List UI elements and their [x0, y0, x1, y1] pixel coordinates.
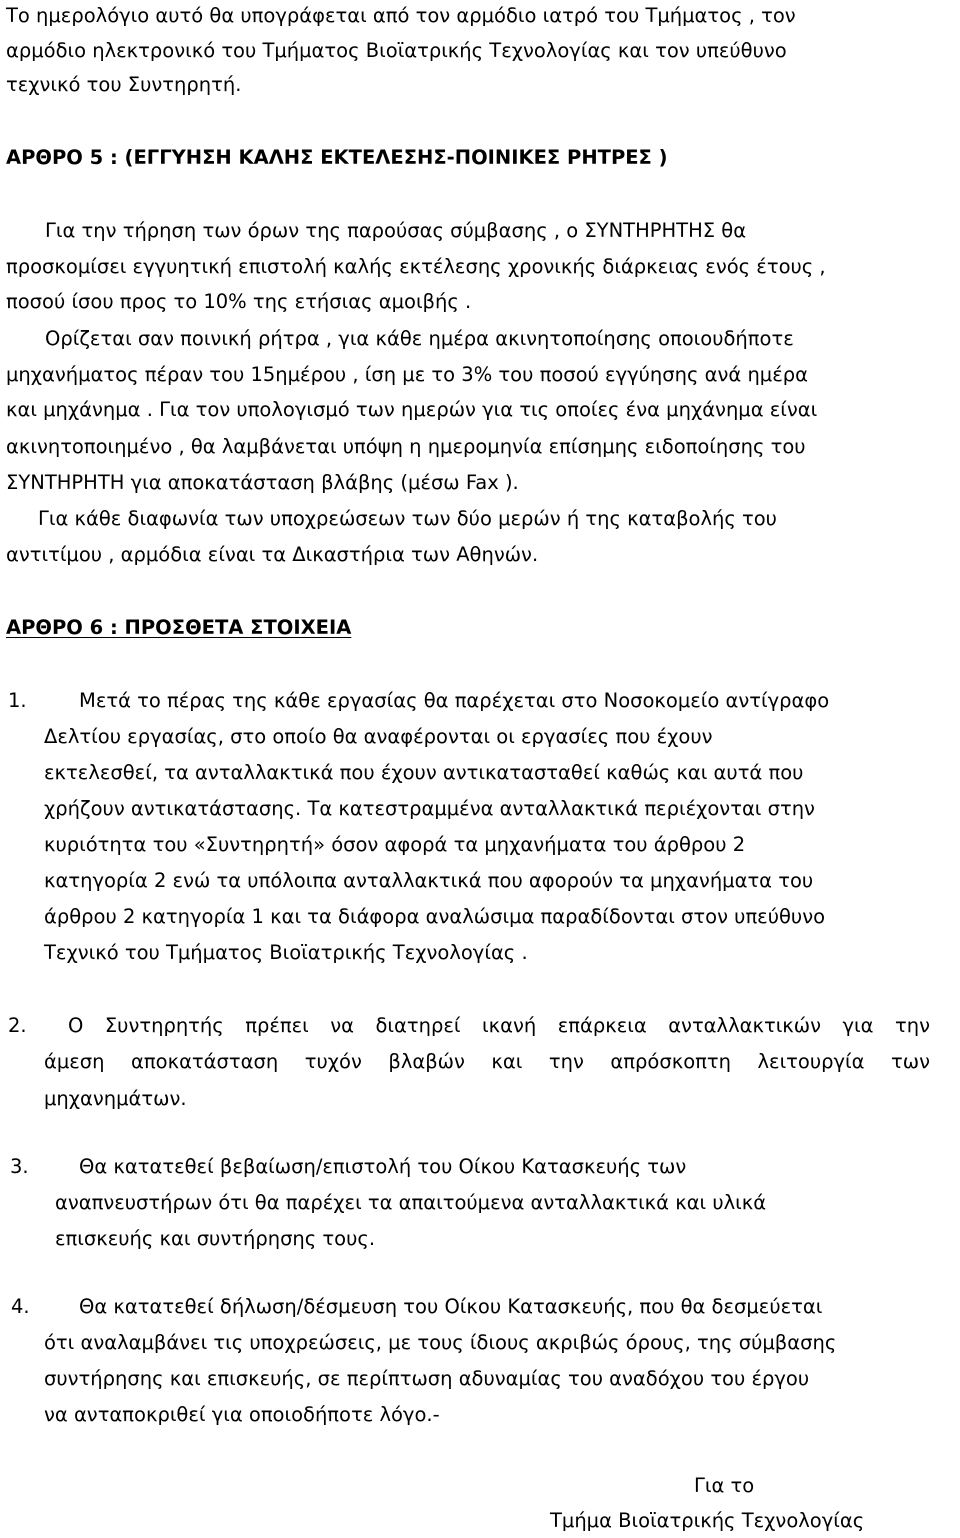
article5-line: προσκομίσει εγγυητική επιστολή καλής εκτέλεσης χρονικής διάρκειας ενός έτους , — [6, 255, 826, 278]
item2-line: μηχανημάτων. — [44, 1087, 187, 1110]
item1-line: χρήζουν αντικατάστασης. Τα κατεστραμμένα ανταλλακτικά περιέχονται στην — [44, 797, 815, 820]
article5-heading: ΑΡΘΡΟ 5 : (ΕΓΓΥΗΣΗ ΚΑΛΗΣ ΕΚΤΕΛΕΣΗΣ-ΠΟΙΝΙΚΕΣ ΡΗΤΡΕΣ ) — [6, 146, 668, 169]
item1-line: Μετά το πέρας της κάθε εργασίας θα παρέχεται στο Νοσοκομείο αντίγραφο — [79, 689, 830, 712]
item2-line: Ο Συντηρητής πρέπει να διατηρεί ικανή επάρκεια ανταλλακτικών για την — [68, 1014, 930, 1037]
item1-line: εκτελεσθεί, τα ανταλλακτικά που έχουν αντικατασταθεί καθώς και αυτά που — [44, 761, 804, 784]
article5-line: Ορίζεται σαν ποινική ρήτρα , για κάθε ημέρα ακινητοποίησης οποιουδήποτε — [45, 327, 794, 350]
item1-line: κατηγορία 2 ενώ τα υπόλοιπα ανταλλακτικά που αφορούν τα μηχανήματα του — [44, 869, 814, 892]
item4-line: να ανταποκριθεί για οποιοδήποτε λόγο.- — [44, 1403, 440, 1426]
signature-line-2: Τμήμα Βιοϊατρικής Τεχνολογίας — [550, 1509, 865, 1532]
intro-line: αρμόδιο ηλεκτρονικό του Τμήματος Βιοϊατρικής Τεχνολογίας και τον υπεύθυνο — [6, 39, 787, 62]
article5-line: ακινητοποιημένο , θα λαμβάνεται υπόψη η ημερομηνία επίσημης ειδοποίησης του — [6, 435, 806, 458]
item3-line: επισκευής και συντήρησης τους. — [55, 1227, 376, 1250]
article5-line: Για την τήρηση των όρων της παρούσας σύμβασης , ο ΣΥΝΤΗΡΗΤΗΣ θα — [45, 219, 747, 242]
article6-heading: ΑΡΘΡΟ 6 : ΠΡΟΣΘΕΤΑ ΣΤΟΙΧΕΙΑ — [6, 616, 352, 639]
article5-line: ποσού ίσου προς το 10% της ετήσιας αμοιβής . — [6, 290, 472, 313]
item2-line: άμεση αποκατάσταση τυχόν βλαβών και την απρόσκοπτη λειτουργία των — [44, 1050, 930, 1073]
item1-line: άρθρου 2 κατηγορία 1 και τα διάφορα αναλώσιμα παραδίδονται στον υπεύθυνο — [44, 905, 826, 928]
item-number: 4. — [11, 1295, 30, 1318]
item1-line: κυριότητα του «Συντηρητή» όσον αφορά τα μηχανήματα του άρθρου 2 — [44, 833, 746, 856]
item3-line: Θα κατατεθεί βεβαίωση/επιστολή του Οίκου Κατασκευής των — [79, 1155, 687, 1178]
item3-line: αναπνευστήρων ότι θα παρέχει τα απαιτούμενα ανταλλακτικά και υλικά — [55, 1191, 767, 1214]
article5-line: αντιτίμου , αρμόδια είναι τα Δικαστήρια των Αθηνών. — [6, 543, 539, 566]
item-number: 2. — [8, 1014, 27, 1037]
article5-line: μηχανήματος πέραν του 15ημέρου , ίση με το 3% του ποσού εγγύησης ανά ημέρα — [6, 363, 808, 386]
intro-line: Το ημερολόγιο αυτό θα υπογράφεται από τον αρμόδιο ιατρό του Τμήματος , τον — [6, 4, 796, 27]
article5-line: και μηχάνημα . Για τον υπολογισμό των ημερών για τις οποίες ένα μηχάνημα είναι — [6, 398, 818, 421]
item1-line: Τεχνικό του Τμήματος Βιοϊατρικής Τεχνολογίας . — [44, 941, 528, 964]
item4-line: συντήρησης και επισκευής, σε περίπτωση αδυναμίας του αναδόχου του έργου — [44, 1367, 810, 1390]
item-number: 3. — [10, 1155, 29, 1178]
article5-line: ΣΥΝΤΗΡΗΤΗ για αποκατάσταση βλάβης (μέσω Fax ). — [6, 471, 519, 494]
intro-line: τεχνικό του Συντηρητή. — [6, 73, 242, 96]
item-number: 1. — [8, 689, 27, 712]
article5-line: Για κάθε διαφωνία των υποχρεώσεων των δύο μερών ή της καταβολής του — [38, 507, 777, 530]
item4-line: Θα κατατεθεί δήλωση/δέσμευση του Οίκου Κατασκευής, που θα δεσμεύεται — [79, 1295, 823, 1318]
item4-line: ότι αναλαμβάνει τις υποχρεώσεις, με τους ίδιους ακριβώς όρους, της σύμβασης — [44, 1331, 837, 1354]
item1-line: Δελτίου εργασίας, στο οποίο θα αναφέρονται οι εργασίες που έχουν — [44, 725, 713, 748]
signature-line-1: Για το — [694, 1474, 755, 1497]
